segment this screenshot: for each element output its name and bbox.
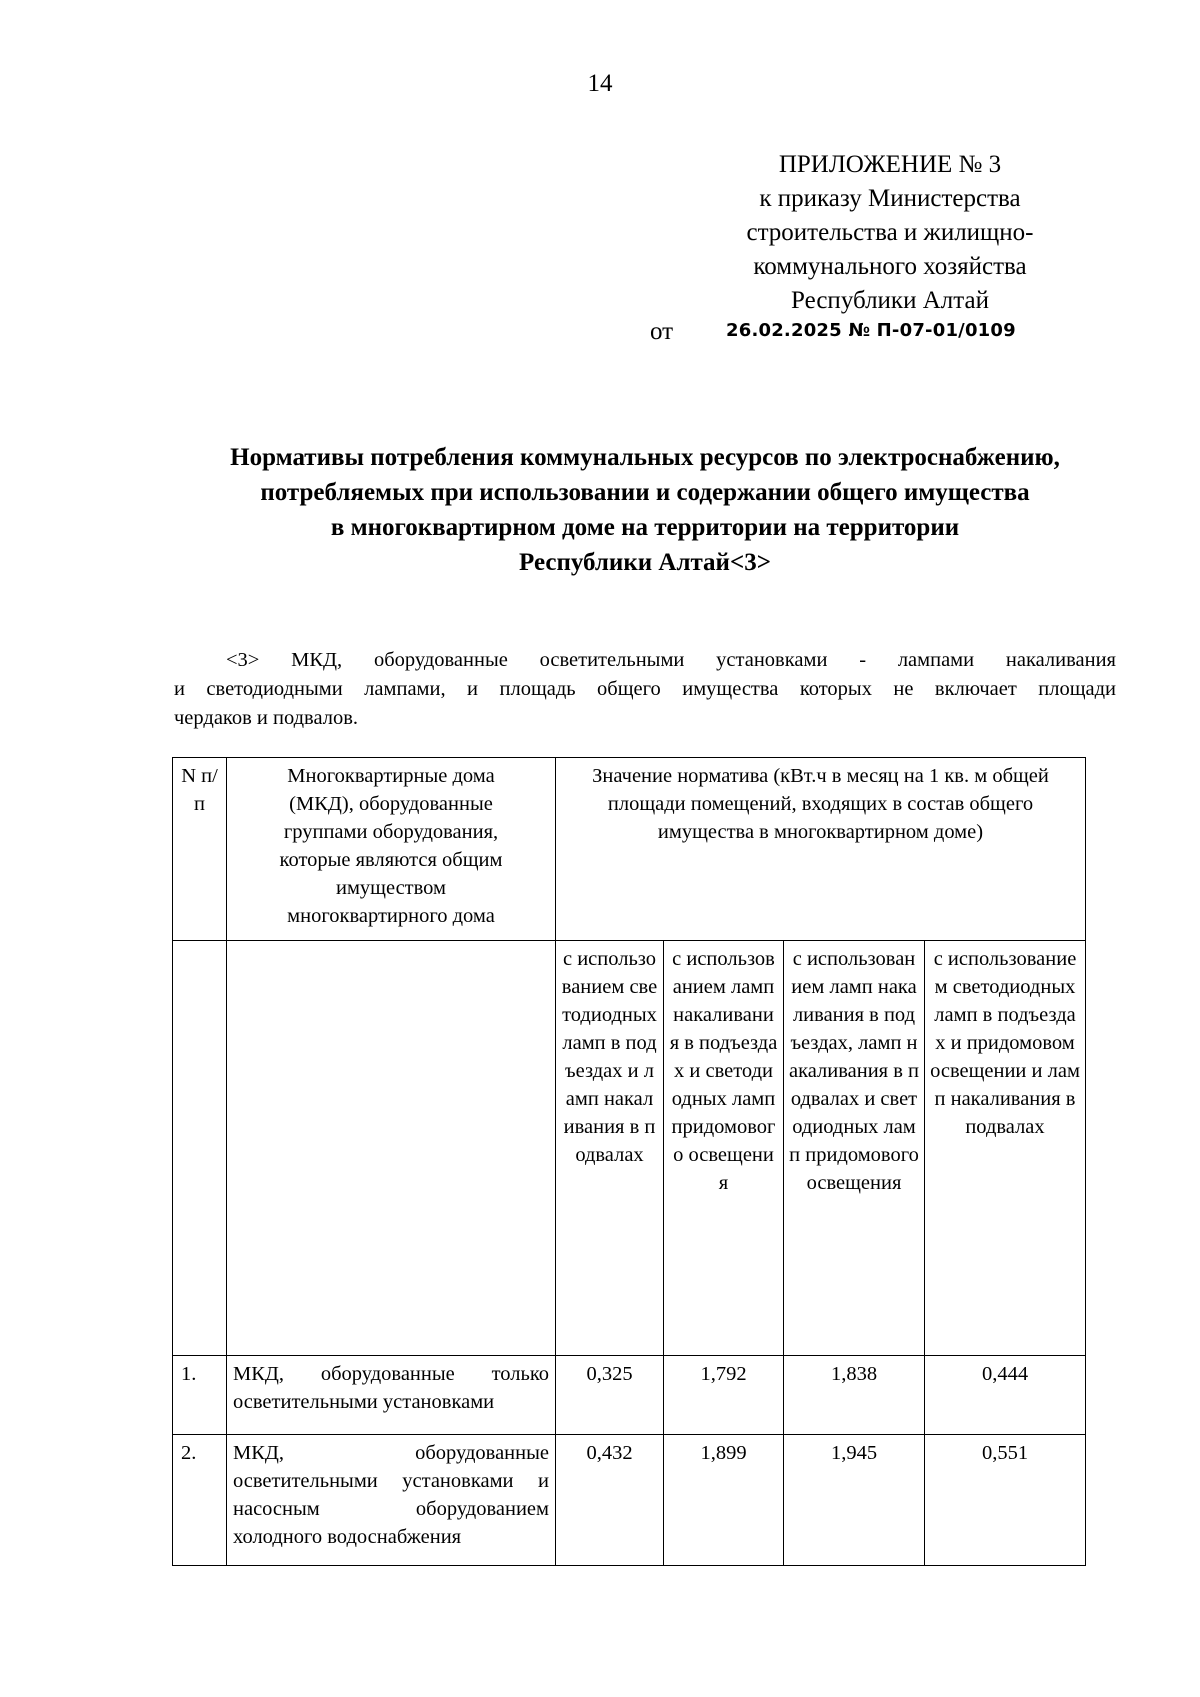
- row-name: МКД, оборудованные только осветительными установками: [227, 1356, 556, 1435]
- title-line: в многоквартирном доме на территории на территории: [330, 514, 960, 541]
- document-title: [120, 440, 1170, 580]
- order-date-number: 26.02.2025 № П-07-01/0109: [726, 320, 1016, 341]
- subheader-cell: с использованием ламп накаливания в подъездах, ламп накаливания в подвалах и светодиодных ламп придомового освещения: [784, 941, 925, 1356]
- row-name: МКД, оборудованные осветительными установками и насосным оборудованием холодного водоснабжения: [227, 1435, 556, 1566]
- row-number: 2.: [173, 1435, 227, 1566]
- appendix-line: ПРИЛОЖЕНИЕ № 3: [778, 151, 1002, 178]
- appendix-line: строительства и жилищно-: [746, 219, 1034, 246]
- table-subheader-row: [173, 941, 1086, 1356]
- row-value: 0,325: [556, 1356, 664, 1435]
- appendix-line: коммунального хозяйства: [753, 253, 1027, 280]
- table-row: [173, 1356, 1086, 1435]
- date-prefix: от: [650, 318, 674, 345]
- title-line: потребляемых при использовании и содержании общего имущества: [260, 479, 1030, 506]
- table-row: [173, 1435, 1086, 1566]
- row-value: 0,551: [925, 1435, 1086, 1566]
- title-line: Нормативы потребления коммунальных ресурсов по электроснабжению,: [230, 444, 1060, 471]
- header-value-cell: Значение норматива (кВт.ч в месяц на 1 кв. м общей площади помещений, входящих в состав общего имущества в многоквартирном доме): [556, 758, 1086, 941]
- footnote-line: чердаков и подвалов.: [174, 707, 359, 729]
- subheader-empty-cell: [173, 941, 227, 1356]
- order-date-line: [650, 318, 1016, 346]
- norms-table: [172, 757, 1086, 1566]
- page-number: 14: [587, 70, 613, 97]
- title-line: Республики Алтай<3>: [519, 549, 771, 576]
- footnote-line: <3> МКД, оборудованные осветительными установками - лампами накаливания: [226, 649, 1116, 671]
- subheader-cell: с использованием светодиодных ламп в подъездах и ламп накаливания в подвалах: [556, 941, 664, 1356]
- row-value: 1,899: [664, 1435, 784, 1566]
- header-number-cell: N п/п: [173, 758, 227, 941]
- subheader-empty-cell: [227, 941, 556, 1356]
- subheader-cell: с использованием светодиодных ламп в подъездах и придомовом освещении и ламп накаливания в подвалах: [925, 941, 1086, 1356]
- row-value: 1,945: [784, 1435, 925, 1566]
- subheader-cell: с использованием ламп накаливания в подъездах и светодиодных ламп придомового освещения: [664, 941, 784, 1356]
- appendix-line: к приказу Министерства: [759, 185, 1021, 212]
- row-value: 0,432: [556, 1435, 664, 1566]
- header-name-cell: Многоквартирные дома (МКД), оборудованные группами оборудования, которые являются общим имуществом многоквартирного дома: [227, 758, 556, 941]
- footnote: [174, 646, 1116, 733]
- table-header-row: [173, 758, 1086, 941]
- appendix-block: [690, 148, 1090, 318]
- row-value: 1,838: [784, 1356, 925, 1435]
- row-value: 1,792: [664, 1356, 784, 1435]
- footnote-line: и светодиодными лампами, и площадь общего имущества которых не включает площади: [174, 678, 1116, 700]
- appendix-line: Республики Алтай: [791, 287, 989, 314]
- row-value: 0,444: [925, 1356, 1086, 1435]
- row-number: 1.: [173, 1356, 227, 1435]
